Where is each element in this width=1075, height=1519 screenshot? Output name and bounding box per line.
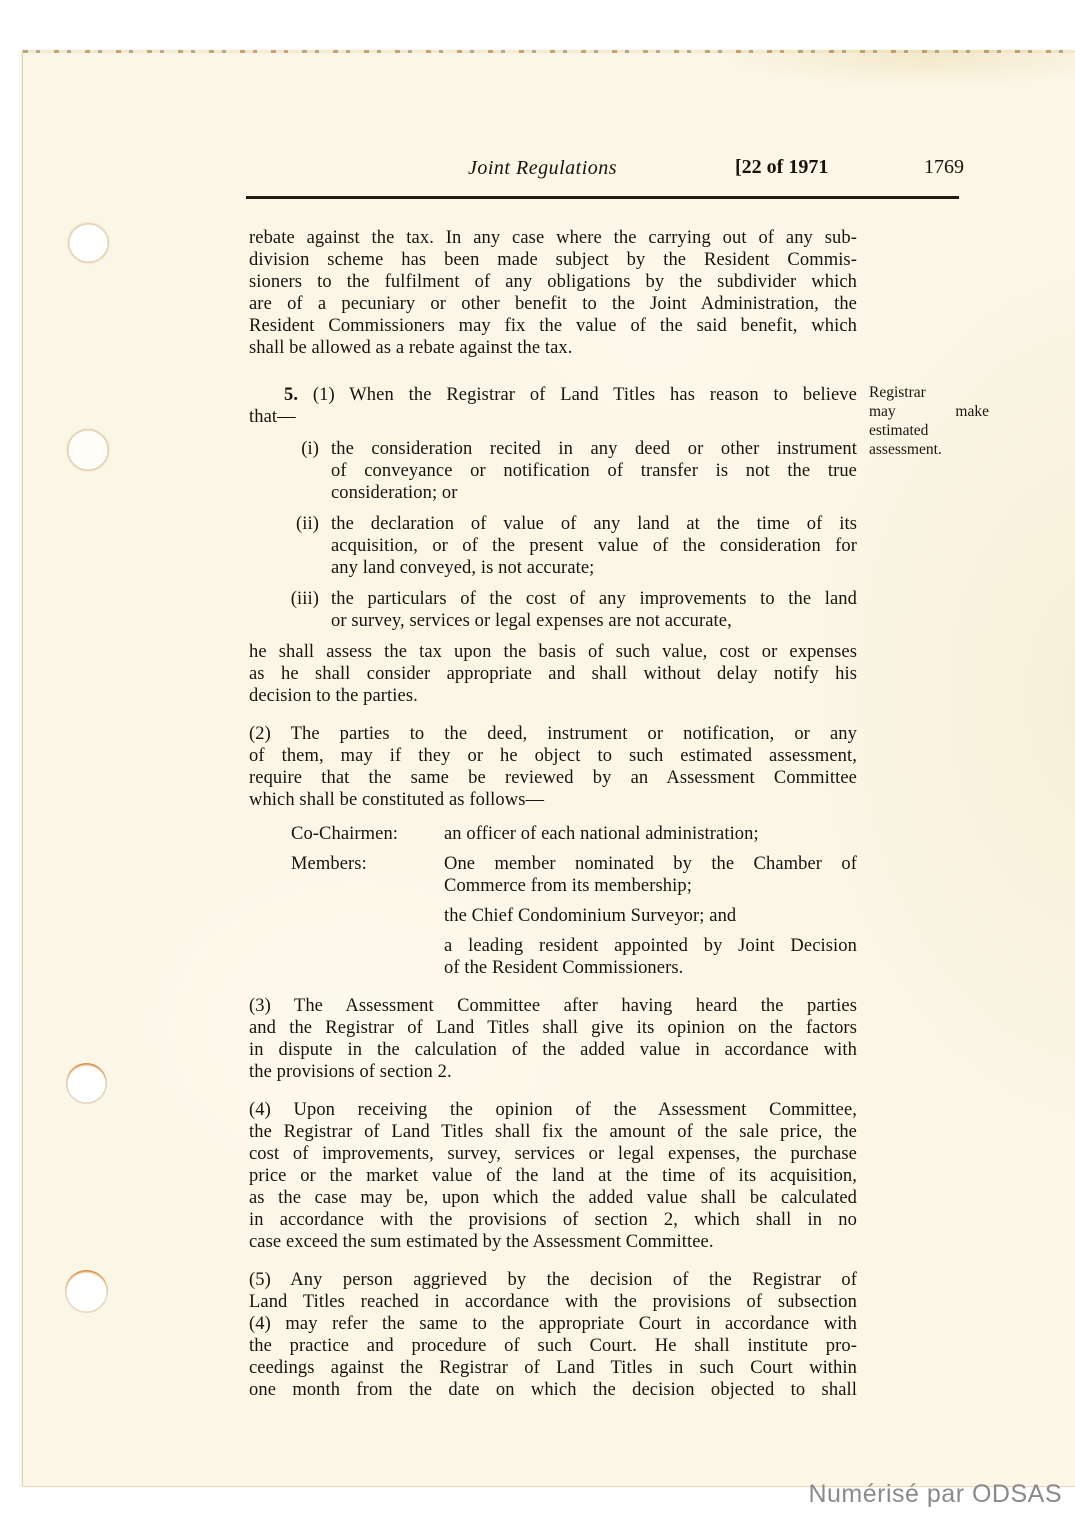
- text-line: Commerce from its membership;: [444, 876, 692, 896]
- text-line: consideration; or: [331, 483, 458, 503]
- punch-hole: [68, 223, 109, 263]
- members-entry-3: [444, 935, 857, 979]
- section-5-opening: [249, 384, 857, 428]
- list-item-ii-text: [331, 513, 857, 579]
- text-line: the Registrar of Land Titles shall fix the amount of the sale price, the: [249, 1122, 857, 1142]
- text-line: of them, may if they or he object to such estimated assessment,: [249, 746, 857, 766]
- list-marker-ii: (ii): [295, 514, 319, 534]
- text-line: require that the same be reviewed by an Assessment Committee: [249, 768, 857, 788]
- text-line: the practice and procedure of such Court. He shall institute pro-: [249, 1336, 857, 1356]
- list-item-i-text: [331, 438, 857, 504]
- subsection-label: (1): [312, 385, 335, 405]
- paragraph-2: [249, 723, 857, 811]
- section-number: 5.: [284, 385, 299, 405]
- header-rule: [246, 196, 959, 199]
- text-line: (3) The Assessment Committee after having heard the parties: [249, 996, 857, 1016]
- text-line: or survey, services or legal expenses are not accurate,: [331, 611, 732, 631]
- text-line: as he shall consider appropriate and shall without delay notify his: [249, 664, 857, 684]
- watermark-text: Numérisé par ODSAS: [808, 1480, 1062, 1508]
- text-line: assessment.: [869, 441, 942, 458]
- body-column: [249, 227, 857, 1401]
- running-header-title: Joint Regulations: [468, 157, 618, 179]
- text-line: Land Titles reached in accordance with the provisions of subsection: [249, 1292, 857, 1312]
- text-line: sioners to the fulfilment of any obligations by the subdivider which: [249, 272, 857, 292]
- text-line: estimated: [869, 422, 929, 439]
- text-line: which shall be constituted as follows—: [249, 790, 545, 810]
- text-line: as the case may be, upon which the added value shall be calculated: [249, 1188, 857, 1208]
- text-line: (4) may refer the same to the appropriate Court in accordance with: [249, 1314, 857, 1334]
- text-line: (5) Any person aggrieved by the decision of the Registrar of: [249, 1270, 857, 1290]
- text-line: one month from the date on which the decision objected to shall: [249, 1380, 857, 1400]
- text-line: the declaration of value of any land at the time of its: [331, 514, 857, 534]
- margin-note: [869, 383, 989, 459]
- paragraph-intro: [249, 227, 857, 359]
- text-line: Registrar: [869, 384, 926, 401]
- text-line: Resident Commissioners may fix the value of the said benefit, which: [249, 316, 857, 336]
- text-line: and the Registrar of Land Titles shall give its opinion on the factors: [249, 1018, 857, 1038]
- section-5-first-line: [249, 384, 857, 406]
- text-line: he shall assess the tax upon the basis of such value, cost or expenses: [249, 642, 857, 662]
- text-line: the Chief Condominium Surveyor; and: [444, 906, 737, 926]
- text-line: rebate against the tax. In any case where the carrying out of any sub-: [249, 228, 857, 248]
- text-line: ceedings against the Registrar of Land Titles in such Court within: [249, 1358, 857, 1378]
- text-line: (2) The parties to the deed, instrument or notification, or any: [249, 724, 857, 744]
- text-line: case exceed the sum estimated by the Assessment Committee.: [249, 1232, 714, 1252]
- text-line: of the Resident Commissioners.: [444, 958, 684, 978]
- text-line: any land conveyed, is not accurate;: [331, 558, 595, 578]
- text-line: are of a pecuniary or other benefit to the Joint Administration, the: [249, 294, 857, 314]
- cochairmen-label: Co-Chairmen:: [291, 824, 399, 844]
- text-line: acquisition, or of the present value of the consideration for: [331, 536, 857, 556]
- list-item-i: [249, 438, 857, 504]
- text-line: division scheme has been made subject by the Resident Commis-: [249, 250, 857, 270]
- section-5-lead-text: When the Registrar of Land Titles has reason to believe: [349, 385, 857, 405]
- text-line: price or the market value of the land at the time of its acquisition,: [249, 1166, 857, 1186]
- section-5-second-line: that—: [249, 407, 296, 427]
- text-line: the particulars of the cost of any improvements to the land: [331, 589, 857, 609]
- text-line: a leading resident appointed by Joint Decision: [444, 936, 857, 956]
- text-line: the provisions of section 2.: [249, 1062, 452, 1082]
- members-entry-1: [444, 853, 857, 897]
- list-marker-i: (i): [301, 439, 319, 459]
- punch-hole: [65, 1270, 108, 1313]
- punch-hole: [66, 1063, 107, 1104]
- volume-citation: [22 of 1971: [735, 156, 829, 178]
- paragraph-assessment-basis: [249, 641, 857, 707]
- paper-sheet: [22, 50, 1075, 1487]
- members-label: Members:: [291, 854, 367, 874]
- text-line: of conveyance or notification of transfer is not the true: [331, 461, 857, 481]
- list-item-ii: [249, 513, 857, 579]
- punch-hole: [67, 429, 109, 471]
- list-item-iii: [249, 588, 857, 632]
- paragraph-5: [249, 1269, 857, 1401]
- cochairmen-text: [444, 823, 857, 845]
- list-item-iii-text: [331, 588, 857, 632]
- committee-row-members: [249, 853, 857, 979]
- text-line: may make: [869, 403, 989, 420]
- members-text: [444, 853, 857, 979]
- committee-row-cochairmen: [249, 823, 857, 845]
- text-line: an officer of each national administration;: [444, 824, 759, 844]
- text-line: cost of improvements, survey, services or legal expenses, the purchase: [249, 1144, 857, 1164]
- text-line: in dispute in the calculation of the added value in accordance with: [249, 1040, 857, 1060]
- page-number: 1769: [924, 156, 964, 178]
- paragraph-3: [249, 995, 857, 1083]
- text-line: decision to the parties.: [249, 686, 418, 706]
- text-line: One member nominated by the Chamber of: [444, 854, 857, 874]
- paragraph-4: [249, 1099, 857, 1253]
- text-line: (4) Upon receiving the opinion of the Assessment Committee,: [249, 1100, 857, 1120]
- text-line: in accordance with the provisions of section 2, which shall in no: [249, 1210, 857, 1230]
- list-marker-iii: (iii): [290, 589, 319, 609]
- text-line: the consideration recited in any deed or other instrument: [331, 439, 857, 459]
- text-line: shall be allowed as a rebate against the tax.: [249, 338, 573, 358]
- members-entry-2: [444, 905, 857, 927]
